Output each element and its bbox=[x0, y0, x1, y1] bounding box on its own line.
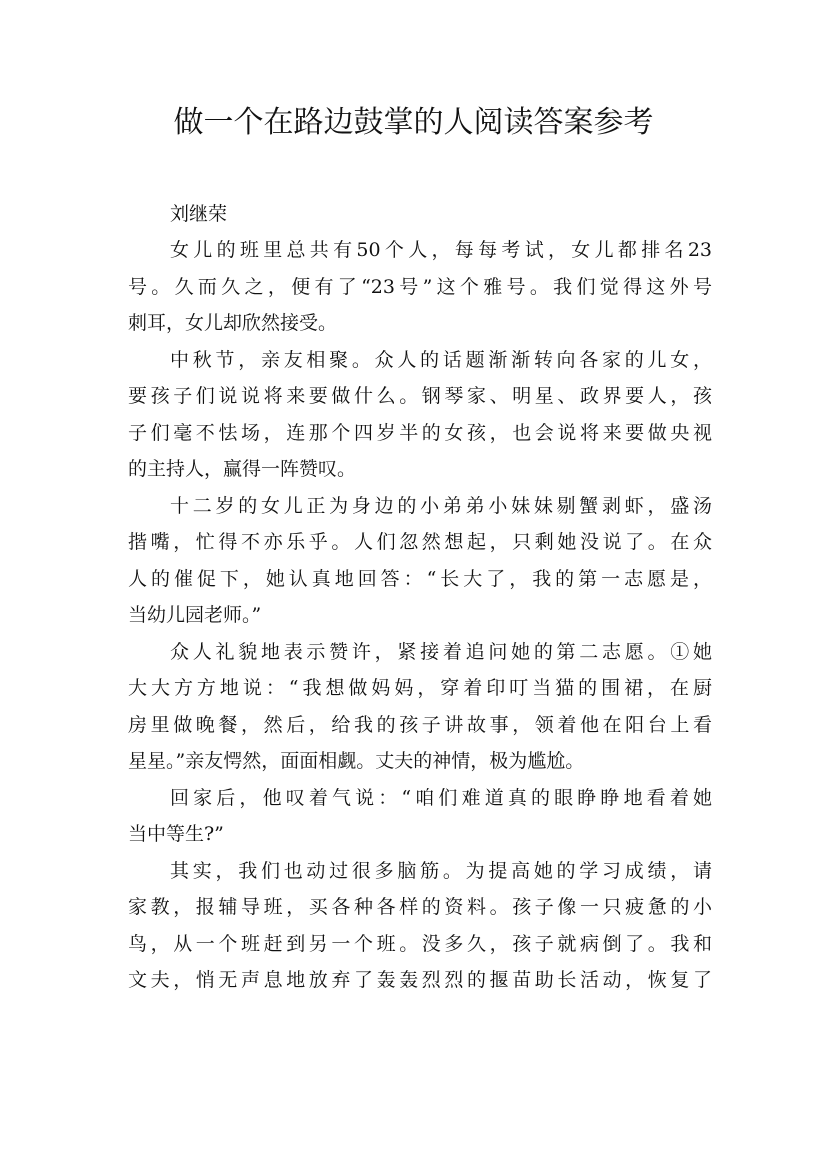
paragraph-2 bbox=[128, 342, 712, 488]
text-line: 星星。”亲友愕然，面面相觑。丈夫的神情，极为尴尬。 bbox=[128, 750, 585, 772]
text-line: 中秋节，亲友相聚。众人的话题渐渐转向各家的儿女， bbox=[170, 348, 712, 371]
text-line: 文夫，悄无声息地放弃了轰轰烈烈的揠苗助长活动，恢复了 bbox=[128, 969, 712, 991]
text-line: 号。久而久之，便有了“23号”这个雅号。我们觉得这外号 bbox=[128, 275, 712, 298]
paragraph-6 bbox=[128, 853, 712, 999]
text-line: 子们毫不怯场，连那个四岁半的女孩，也会说将来要做央视 bbox=[128, 421, 712, 444]
text-line: 家教，报辅导班，买各种各样的资料。孩子像一只疲惫的小 bbox=[128, 896, 712, 918]
text-line: 的主持人，赢得一阵赞叹。 bbox=[128, 458, 357, 480]
text-line: 当幼儿园老师。” bbox=[128, 604, 262, 626]
text-line: 要孩子们说说将来要做什么。钢琴家、明星、政界要人，孩 bbox=[128, 385, 712, 407]
paragraph-4 bbox=[128, 634, 712, 780]
text-line: 众人礼貌地表示赞许，紧接着追问她的第二志愿。①她 bbox=[170, 640, 712, 663]
text-line: 十二岁的女儿正为身边的小弟弟小妹妹剔蟹剥虾，盛汤 bbox=[170, 494, 712, 517]
text-line: 鸟，从一个班赶到另一个班。没多久，孩子就病倒了。我和 bbox=[128, 932, 712, 955]
author-name: 刘继荣 bbox=[170, 203, 228, 225]
paragraph-1 bbox=[128, 232, 712, 342]
paragraph-3 bbox=[128, 488, 712, 634]
text-line: 房里做晚餐，然后，给我的孩子讲故事，领着他在阳台上看 bbox=[128, 713, 712, 736]
article-body bbox=[128, 196, 712, 999]
text-line: 回家后，他叹着气说：“咱们难道真的眼睁睁地看着她 bbox=[170, 786, 712, 809]
document-title: 做一个在路边鼓掌的人阅读答案参考 bbox=[173, 105, 654, 140]
text-line: 当中等生?” bbox=[128, 823, 224, 845]
text-line: 人的催促下，她认真地回答：“长大了，我的第一志愿是， bbox=[128, 567, 712, 590]
text-line: 女儿的班里总共有50个人，每每考试，女儿都排名23 bbox=[170, 239, 712, 261]
text-line: 刺耳，女儿却欣然接受。 bbox=[128, 312, 338, 334]
text-line: 揩嘴，忙得不亦乐乎。人们忽然想起，只剩她没说了。在众 bbox=[128, 531, 712, 553]
paragraph-5 bbox=[128, 780, 712, 853]
text-line: 其实，我们也动过很多脑筋。为提高她的学习成绩，请 bbox=[170, 859, 712, 882]
text-line: 大大方方地说：“我想做妈妈，穿着印叮当猫的围裙，在厨 bbox=[128, 677, 712, 699]
